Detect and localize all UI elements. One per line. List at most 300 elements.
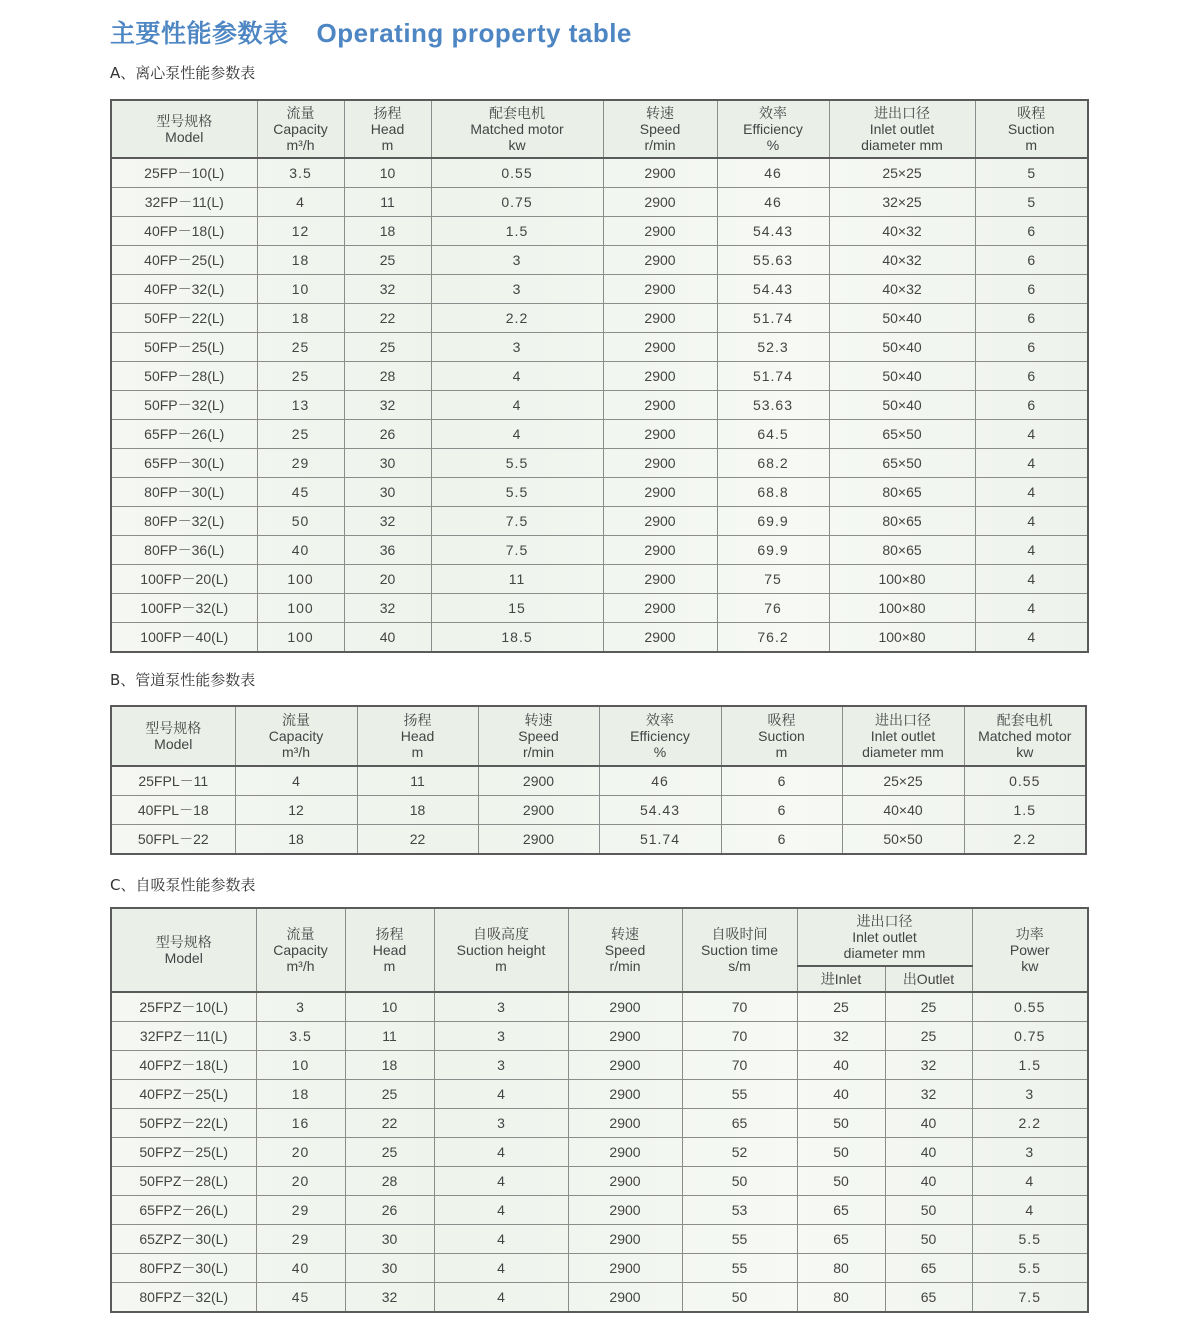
value-cell: 13 — [257, 391, 344, 420]
column-header-line: s/m — [728, 958, 751, 974]
table-row — [111, 1138, 1088, 1167]
value-cell: 18 — [345, 1051, 434, 1080]
column-header — [345, 908, 434, 992]
table-row — [111, 275, 1088, 304]
value-cell: 46 — [717, 188, 829, 217]
value-cell: 2900 — [568, 1254, 682, 1283]
value-cell: 2900 — [603, 333, 717, 362]
value-cell: 76.2 — [717, 623, 829, 653]
value-cell: 75 — [717, 565, 829, 594]
page-title — [110, 14, 632, 50]
column-header-line: m — [411, 744, 424, 760]
value-cell: 2900 — [478, 796, 599, 825]
value-cell: 5 — [975, 188, 1088, 217]
value-cell: 6 — [721, 825, 842, 855]
value-cell: 45 — [257, 478, 344, 507]
value-cell: 2900 — [603, 507, 717, 536]
value-cell: 12 — [235, 796, 357, 825]
value-cell: 65 — [682, 1109, 797, 1138]
value-cell: 2900 — [568, 1225, 682, 1254]
column-header — [717, 100, 829, 158]
value-cell: 80×65 — [829, 507, 975, 536]
value-cell: 70 — [682, 1022, 797, 1051]
value-cell: 12 — [257, 217, 344, 246]
value-cell: 6 — [975, 333, 1088, 362]
table-row — [111, 333, 1088, 362]
value-cell: 2900 — [568, 1138, 682, 1167]
page-title-cn: 主要性能参数表 — [110, 19, 289, 48]
value-cell: 3 — [256, 992, 345, 1022]
column-header-line: Suction height — [456, 942, 546, 958]
value-cell: 29 — [256, 1196, 345, 1225]
value-cell: 40 — [797, 1051, 885, 1080]
column-header-line: 型号规格 — [156, 113, 213, 129]
column-header-line: Capacity — [268, 728, 324, 744]
value-cell: 32 — [797, 1022, 885, 1051]
value-cell: 28 — [345, 1167, 434, 1196]
value-cell: 6 — [975, 246, 1088, 275]
column-header-line: m³/h — [286, 137, 315, 153]
value-cell: 4 — [434, 1080, 568, 1109]
value-cell: 25 — [257, 333, 344, 362]
value-cell: 65 — [797, 1196, 885, 1225]
value-cell: 2.2 — [964, 825, 1086, 855]
column-header-line: 扬程 — [403, 712, 432, 728]
value-cell: 2900 — [603, 565, 717, 594]
column-header-line: Head — [372, 942, 407, 958]
column-header-line: 进出口径 — [875, 712, 931, 728]
value-cell: 4 — [972, 1196, 1088, 1225]
model-cell: 65FPZ－26(L) — [111, 1196, 256, 1225]
value-cell: 6 — [721, 766, 842, 796]
column-header-line: 进出口径 — [856, 913, 913, 929]
column-header-line: Speed — [604, 942, 646, 958]
value-cell: 10 — [344, 158, 431, 188]
value-cell: 68.2 — [717, 449, 829, 478]
column-header-line: Head — [400, 728, 435, 744]
value-cell: 25 — [885, 1022, 972, 1051]
value-cell: 4 — [975, 623, 1088, 653]
column-header — [257, 100, 344, 158]
column-header-line: 流量 — [286, 926, 315, 942]
model-cell: 40FPZ－18(L) — [111, 1051, 256, 1080]
value-cell: 25×25 — [829, 158, 975, 188]
value-cell: 2900 — [603, 246, 717, 275]
value-cell: 4 — [431, 391, 603, 420]
column-header-line: 进出口径 — [874, 105, 930, 121]
value-cell: 68.8 — [717, 478, 829, 507]
column-header-line: 流量 — [282, 712, 310, 728]
column-header — [682, 908, 797, 992]
column-header-line: Model — [165, 129, 204, 145]
value-cell: 6 — [975, 304, 1088, 333]
value-cell: 4 — [972, 1167, 1088, 1196]
model-cell: 80FP－36(L) — [111, 536, 257, 565]
table-row — [111, 796, 1086, 825]
value-cell: 100 — [257, 623, 344, 653]
table-row — [111, 992, 1088, 1022]
value-cell: 50×40 — [829, 362, 975, 391]
value-cell: 25 — [345, 1138, 434, 1167]
column-header — [603, 100, 717, 158]
value-cell: 2900 — [568, 992, 682, 1022]
value-cell: 65 — [885, 1254, 972, 1283]
page-title-en: Operating property table — [316, 18, 632, 48]
value-cell: 52 — [682, 1138, 797, 1167]
value-cell: 40 — [885, 1167, 972, 1196]
value-cell: 50×40 — [829, 391, 975, 420]
model-cell: 50FPZ－28(L) — [111, 1167, 256, 1196]
column-header-line: 自吸时间 — [711, 926, 768, 942]
value-cell: 55 — [682, 1080, 797, 1109]
value-cell: 65 — [797, 1225, 885, 1254]
value-cell: 29 — [256, 1225, 345, 1254]
value-cell: 25 — [797, 992, 885, 1022]
value-cell: 18.5 — [431, 623, 603, 653]
value-cell: 1.5 — [972, 1051, 1088, 1080]
value-cell: 100 — [257, 565, 344, 594]
value-cell: 40×32 — [829, 246, 975, 275]
column-header — [842, 706, 964, 766]
value-cell: 25 — [257, 362, 344, 391]
column-header-line: m — [1025, 137, 1038, 153]
model-cell: 100FP－40(L) — [111, 623, 257, 653]
section-c-title: C、自吸泵性能参数表 — [110, 876, 256, 894]
value-cell: 4 — [434, 1225, 568, 1254]
value-cell: 28 — [344, 362, 431, 391]
value-cell: 1.5 — [431, 217, 603, 246]
value-cell: 5.5 — [431, 478, 603, 507]
value-cell: 3 — [431, 246, 603, 275]
table-row — [111, 1283, 1088, 1313]
column-header-line: 功率 — [1015, 926, 1044, 942]
value-cell: 30 — [344, 478, 431, 507]
model-cell: 65FP－30(L) — [111, 449, 257, 478]
table-row — [111, 565, 1088, 594]
value-cell: 65×50 — [829, 420, 975, 449]
value-cell: 51.74 — [717, 362, 829, 391]
value-cell: 50×40 — [829, 333, 975, 362]
column-header-line: Speed — [639, 121, 681, 137]
model-cell: 80FPZ－30(L) — [111, 1254, 256, 1283]
value-cell: 4 — [975, 478, 1088, 507]
value-cell: 53.63 — [717, 391, 829, 420]
value-cell: 25 — [344, 246, 431, 275]
value-cell: 4 — [235, 766, 357, 796]
value-cell: 70 — [682, 992, 797, 1022]
model-cell: 100FP－32(L) — [111, 594, 257, 623]
value-cell: 4 — [431, 362, 603, 391]
value-cell: 4 — [975, 536, 1088, 565]
table-row — [111, 536, 1088, 565]
value-cell: 30 — [345, 1254, 434, 1283]
table-row — [111, 1225, 1088, 1254]
value-cell: 55.63 — [717, 246, 829, 275]
value-cell: 4 — [975, 594, 1088, 623]
column-header-line: Suction — [758, 728, 805, 744]
value-cell: 2900 — [603, 391, 717, 420]
column-header-line: kw — [508, 137, 526, 153]
value-cell: 55 — [682, 1254, 797, 1283]
column-header-line: 转速 — [646, 105, 674, 121]
table-row — [111, 217, 1088, 246]
value-cell: 25 — [257, 420, 344, 449]
column-header — [975, 100, 1088, 158]
column-header — [256, 908, 345, 992]
column-header-line: diameter mm — [862, 744, 944, 760]
value-cell: 50×40 — [829, 304, 975, 333]
value-cell: 40×32 — [829, 275, 975, 304]
value-cell: 100 — [257, 594, 344, 623]
value-cell: 32 — [344, 391, 431, 420]
column-header-line: 吸程 — [767, 712, 796, 728]
table-row — [111, 1080, 1088, 1109]
value-cell: 11 — [431, 565, 603, 594]
value-cell: 3 — [434, 1109, 568, 1138]
section-b-title: B、管道泵性能参数表 — [110, 671, 256, 689]
value-cell: 50 — [257, 507, 344, 536]
value-cell: 7.5 — [431, 507, 603, 536]
column-header-line: Suction — [1007, 121, 1055, 137]
value-cell: 4 — [434, 1283, 568, 1313]
value-cell: 4 — [434, 1138, 568, 1167]
value-cell: 54.43 — [717, 217, 829, 246]
value-cell: 32 — [345, 1283, 434, 1313]
value-cell: 3.5 — [256, 1022, 345, 1051]
column-header-line: % — [766, 137, 780, 153]
value-cell: 50 — [885, 1196, 972, 1225]
column-header-line: Inlet outlet — [869, 121, 935, 137]
column-header-line: r/min — [644, 137, 676, 153]
value-cell: 2.2 — [972, 1109, 1088, 1138]
value-cell: 22 — [345, 1109, 434, 1138]
value-cell: 3 — [434, 1051, 568, 1080]
column-header-line: Matched motor — [978, 728, 1072, 744]
centrifugal-pump-table — [110, 99, 1089, 653]
value-cell: 5.5 — [431, 449, 603, 478]
column-header-line: 效率 — [759, 105, 787, 121]
value-cell: 0.75 — [972, 1022, 1088, 1051]
column-header-line: 型号规格 — [155, 934, 212, 950]
table-row — [111, 420, 1088, 449]
value-cell: 40 — [797, 1080, 885, 1109]
column-header — [599, 706, 721, 766]
column-header-line: Speed — [518, 728, 559, 744]
model-cell: 40FP－18(L) — [111, 217, 257, 246]
value-cell: 0.55 — [964, 766, 1086, 796]
model-cell: 80FP－30(L) — [111, 478, 257, 507]
table-row — [111, 1109, 1088, 1138]
value-cell: 32 — [344, 275, 431, 304]
model-cell: 40FPZ－25(L) — [111, 1080, 256, 1109]
model-cell: 80FP－32(L) — [111, 507, 257, 536]
column-header-line: 配套电机 — [489, 105, 545, 121]
value-cell: 26 — [344, 420, 431, 449]
table-row — [111, 825, 1086, 855]
value-cell: 5.5 — [972, 1225, 1088, 1254]
value-cell: 4 — [434, 1196, 568, 1225]
column-header-line: Inlet outlet — [870, 728, 936, 744]
inlet-subheader: 进Inlet — [797, 966, 885, 992]
value-cell: 76 — [717, 594, 829, 623]
value-cell: 40 — [885, 1109, 972, 1138]
value-cell: 2900 — [603, 420, 717, 449]
value-cell: 45 — [256, 1283, 345, 1313]
value-cell: 50×50 — [842, 825, 964, 855]
value-cell: 2900 — [603, 362, 717, 391]
model-cell: 65FP－26(L) — [111, 420, 257, 449]
value-cell: 52.3 — [717, 333, 829, 362]
value-cell: 32×25 — [829, 188, 975, 217]
table-row — [111, 449, 1088, 478]
column-header — [568, 908, 682, 992]
value-cell: 2900 — [603, 188, 717, 217]
table-row — [111, 766, 1086, 796]
value-cell: 51.74 — [717, 304, 829, 333]
value-cell: 80 — [797, 1283, 885, 1313]
value-cell: 53 — [682, 1196, 797, 1225]
column-header-line: % — [653, 744, 667, 760]
value-cell: 18 — [344, 217, 431, 246]
value-cell: 32 — [885, 1080, 972, 1109]
value-cell: 50 — [682, 1283, 797, 1313]
table-row — [111, 304, 1088, 333]
value-cell: 100×80 — [829, 565, 975, 594]
value-cell: 20 — [256, 1167, 345, 1196]
value-cell: 2900 — [603, 623, 717, 653]
value-cell: 4 — [975, 565, 1088, 594]
section-a-title: A、离心泵性能参数表 — [110, 64, 256, 82]
value-cell: 2900 — [568, 1080, 682, 1109]
value-cell: 6 — [975, 391, 1088, 420]
model-cell: 50FPZ－22(L) — [111, 1109, 256, 1138]
value-cell: 30 — [344, 449, 431, 478]
column-header-line: Inlet outlet — [852, 929, 917, 945]
value-cell: 25 — [345, 1080, 434, 1109]
value-cell: 16 — [256, 1109, 345, 1138]
value-cell: 54.43 — [717, 275, 829, 304]
column-header-line: m — [775, 744, 788, 760]
table-row — [111, 188, 1088, 217]
value-cell: 2900 — [568, 1167, 682, 1196]
value-cell: 3.5 — [257, 158, 344, 188]
value-cell: 80 — [797, 1254, 885, 1283]
value-cell: 2900 — [603, 594, 717, 623]
column-header — [357, 706, 478, 766]
value-cell: 50 — [797, 1138, 885, 1167]
value-cell: 2900 — [568, 1283, 682, 1313]
model-cell: 32FP－11(L) — [111, 188, 257, 217]
column-header-line: Model — [154, 736, 193, 752]
column-header-line: Matched motor — [470, 121, 564, 137]
table-row — [111, 507, 1088, 536]
table-row — [111, 478, 1088, 507]
model-cell: 100FP－20(L) — [111, 565, 257, 594]
value-cell: 3 — [431, 333, 603, 362]
value-cell: 51.74 — [599, 825, 721, 855]
value-cell: 80×65 — [829, 536, 975, 565]
column-header-line: Efficiency — [743, 121, 803, 137]
column-header-line: Head — [370, 121, 405, 137]
table-row — [111, 623, 1088, 653]
column-header-line: m — [381, 137, 394, 153]
column-header — [111, 100, 257, 158]
value-cell: 7.5 — [431, 536, 603, 565]
column-header-line: diameter mm — [861, 137, 943, 153]
column-header-line: Capacity — [273, 942, 328, 958]
value-cell: 11 — [344, 188, 431, 217]
column-header-line: m³/h — [282, 744, 310, 760]
value-cell: 10 — [256, 1051, 345, 1080]
value-cell: 100×80 — [829, 594, 975, 623]
value-cell: 6 — [975, 217, 1088, 246]
pipeline-pump-table — [110, 705, 1087, 855]
table-row — [111, 391, 1088, 420]
column-header-line: 扬程 — [373, 105, 402, 121]
value-cell: 40 — [257, 536, 344, 565]
value-cell: 32 — [344, 594, 431, 623]
value-cell: 65 — [885, 1283, 972, 1313]
value-cell: 5 — [975, 158, 1088, 188]
value-cell: 7.5 — [972, 1283, 1088, 1313]
column-header — [431, 100, 603, 158]
column-header — [344, 100, 431, 158]
value-cell: 46 — [717, 158, 829, 188]
value-cell: 2900 — [603, 449, 717, 478]
column-header — [721, 706, 842, 766]
value-cell: 2900 — [568, 1196, 682, 1225]
column-header — [111, 706, 235, 766]
value-cell: 50 — [797, 1109, 885, 1138]
outlet-subheader: 出Outlet — [885, 966, 972, 992]
model-cell: 25FPZ－10(L) — [111, 992, 256, 1022]
header-row — [111, 908, 1088, 966]
value-cell: 2900 — [568, 1109, 682, 1138]
column-header-line: 转速 — [524, 712, 553, 728]
column-header-line: 型号规格 — [145, 720, 202, 736]
value-cell: 10 — [257, 275, 344, 304]
value-cell: 0.75 — [431, 188, 603, 217]
value-cell: 0.55 — [431, 158, 603, 188]
value-cell: 18 — [235, 825, 357, 855]
value-cell: 2900 — [568, 1022, 682, 1051]
model-cell: 65ZPZ－30(L) — [111, 1225, 256, 1254]
value-cell: 46 — [599, 766, 721, 796]
value-cell: 25×25 — [842, 766, 964, 796]
column-header — [434, 908, 568, 992]
table-row — [111, 362, 1088, 391]
value-cell: 11 — [357, 766, 478, 796]
column-header-line: m — [383, 958, 396, 974]
column-header — [797, 908, 972, 966]
value-cell: 3 — [431, 275, 603, 304]
table-row — [111, 1022, 1088, 1051]
value-cell: 25 — [344, 333, 431, 362]
table-row — [111, 1196, 1088, 1225]
column-header-line: kw — [1016, 744, 1034, 760]
value-cell: 6 — [975, 275, 1088, 304]
column-header-line: 配套电机 — [996, 712, 1053, 728]
value-cell: 64.5 — [717, 420, 829, 449]
value-cell: 6 — [975, 362, 1088, 391]
value-cell: 3 — [434, 992, 568, 1022]
table-row — [111, 594, 1088, 623]
value-cell: 2900 — [603, 275, 717, 304]
column-header — [111, 908, 256, 992]
value-cell: 2900 — [603, 536, 717, 565]
column-header-line: Capacity — [273, 121, 328, 137]
column-header — [478, 706, 599, 766]
